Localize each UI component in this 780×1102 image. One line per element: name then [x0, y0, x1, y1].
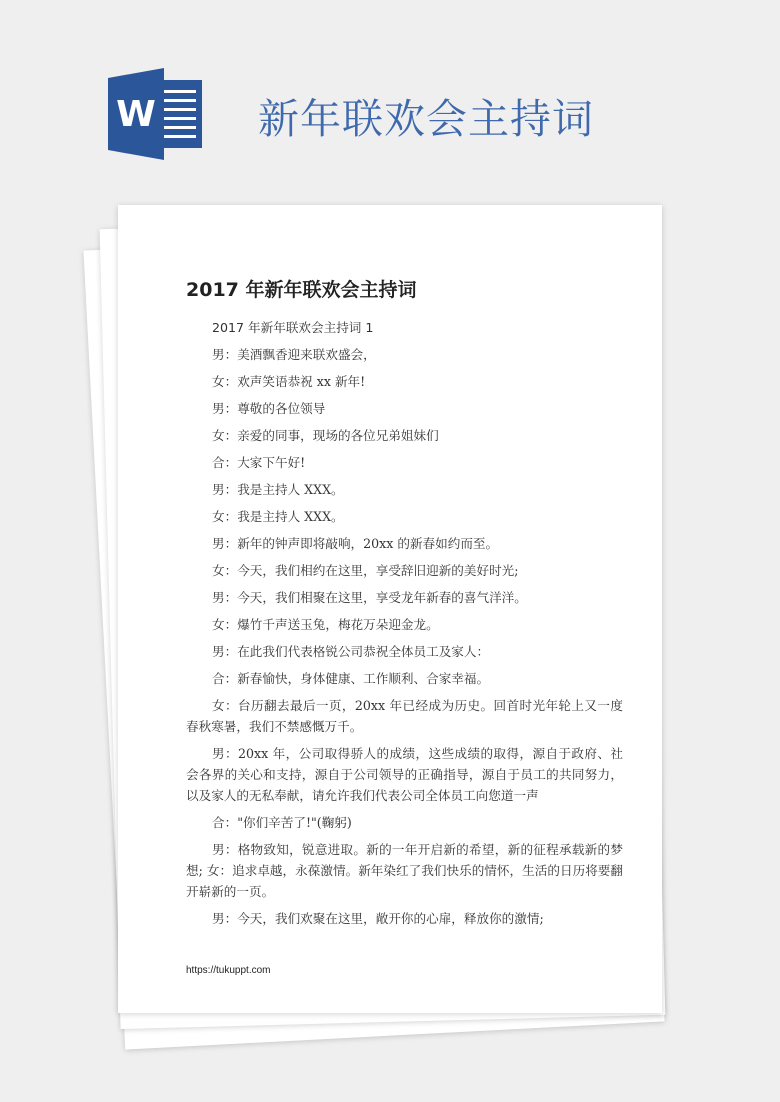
paragraph: 合：大家下午好!: [212, 455, 306, 470]
document-page: [118, 205, 662, 1013]
paragraph: 合：新春愉快，身体健康、工作顺利、合家幸福。: [212, 671, 490, 686]
paragraph: 2017 年新年联欢会主持词 1: [212, 320, 374, 335]
paragraph: 女：台历翻去最后一页，20xx 年已经成为历史。回首时光年轮上又一度春秋寒暑，我们不禁感慨万千。: [186, 698, 623, 734]
footer-url: https://tukuppt.com: [186, 965, 271, 976]
paragraph: 合："你们辛苦了!"(鞠躬): [212, 815, 352, 830]
paragraph: 男：美酒飘香迎来联欢盛会，: [212, 347, 376, 362]
paragraph: 男：尊敬的各位领导: [212, 401, 326, 416]
paragraph: 女：今天，我们相约在这里，享受辞旧迎新的美好时光;: [212, 563, 519, 578]
svg-text:W: W: [116, 94, 156, 135]
paragraph: 男：今天，我们欢聚在这里，敞开你的心扉，释放你的激情;: [212, 911, 544, 926]
paragraph: 女：亲爱的同事，现场的各位兄弟姐妹们: [212, 428, 439, 443]
document-body: [186, 317, 623, 935]
paragraph: 女：爆竹千声送玉兔，梅花万朵迎金龙。: [212, 617, 439, 632]
paragraph: 女：欢声笑语恭祝 xx 新年!: [212, 374, 366, 389]
paragraph: 男：今天，我们相聚在这里，享受龙年新春的喜气洋洋。: [212, 590, 527, 605]
paragraph: 男：在此我们代表格锐公司恭祝全体员工及家人：: [212, 644, 490, 659]
paragraph: 男：新年的钟声即将敲响，20xx 的新春如约而至。: [212, 536, 499, 551]
paragraph: 男：20xx 年，公司取得骄人的成绩，这些成绩的取得，源自于政府、社会各界的关心和支持，源自于公司领导的正确指导，源自于员工的共同努力，以及家人的无私奉献，请允许我们代表公司全体员工向您道一声: [186, 746, 623, 803]
word-logo-icon: [108, 68, 208, 160]
paragraph: 男：格物致知，锐意进取。新的一年开启新的希望，新的征程承载新的梦想; 女：追求卓越，永葆激情。新年染红了我们快乐的情怀，生活的日历将要翻开崭新的一页。: [186, 842, 623, 899]
paragraph: 男：我是主持人 XXX。: [212, 482, 344, 497]
document-title: 2017 年新年联欢会主持词: [186, 279, 417, 301]
page-title: 新年联欢会主持词: [258, 95, 594, 143]
paragraph: 女：我是主持人 XXX。: [212, 509, 344, 524]
